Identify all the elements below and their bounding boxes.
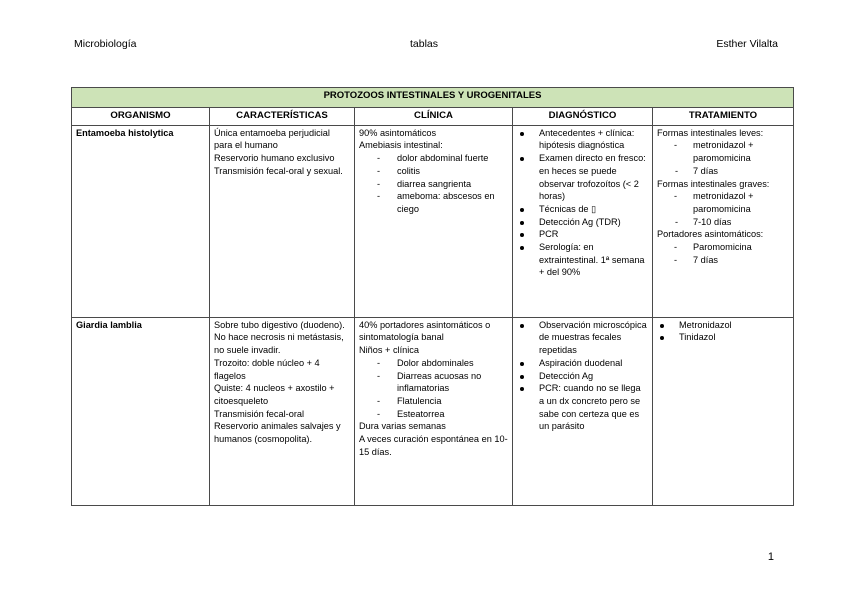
table-row — [72, 317, 794, 505]
clinic-dash-item: - ameboma: abscesos en ciego — [359, 190, 508, 215]
header-subject: Microbiología — [74, 38, 137, 50]
clinic-dash-item: - Dolor abdominales — [359, 357, 508, 370]
clinic-dash-list — [359, 152, 508, 216]
clinic-dash-item: - Diarreas acuosas no inflamatorias — [359, 370, 508, 395]
clinic-line: Niños + clínica — [359, 345, 420, 356]
clinic-line: A veces curación espontánea en 10-15 días. — [359, 434, 508, 457]
table-row — [72, 125, 794, 317]
clinic-cell — [355, 125, 513, 317]
column-header-characteristics: CARACTERÍSTICAS — [210, 108, 355, 126]
treatment-cell — [653, 317, 794, 505]
treatment-dash-item: - 7 días — [657, 165, 789, 178]
treatment-heading: Formas intestinales graves: — [657, 178, 770, 189]
diagnosis-item: Examen directo en fresco: en heces se puede observar trofozoítos (< 2 horas) — [517, 152, 648, 203]
diagnosis-item: Antecedentes + clínica: hipótesis diagnóstica — [517, 127, 648, 152]
column-header-organism: ORGANISMO — [72, 108, 210, 126]
treatment-dash-list — [657, 139, 789, 164]
treatment-dash-item: - metronidazol + paromomicina — [657, 190, 789, 215]
clinic-dash-item: - Flatulencia — [359, 395, 508, 408]
characteristic-line: Reservorio humano exclusivo — [214, 153, 335, 164]
clinic-line: Dura varias semanas — [359, 421, 446, 432]
diagnosis-item: Detección Ag — [517, 370, 648, 383]
treatment-item: Tinidazol — [657, 331, 789, 344]
diagnosis-item: Serología: en extraintestinal. 1ª semana + del 90% — [517, 241, 648, 279]
column-header-treatment: TRATAMIENTO — [653, 108, 794, 126]
characteristic-line: Única entamoeba perjudicial para el humano — [214, 127, 330, 151]
diagnosis-item: PCR — [517, 228, 648, 241]
diagnosis-cell — [513, 125, 653, 317]
page-number: 1 — [767, 551, 774, 563]
treatment-dash-list — [657, 165, 789, 178]
header-section: tablas — [410, 38, 439, 50]
organism-cell: Entamoeba histolytica — [72, 125, 210, 317]
diagnosis-item: Técnicas de ▯ — [517, 203, 648, 216]
treatment-dash-item: - metronidazol + paromomicina — [657, 139, 789, 164]
treatment-dash-list — [657, 241, 789, 266]
protozoa-table — [71, 87, 794, 506]
organism-cell: Giardia lamblia — [72, 317, 210, 505]
characteristics-cell — [210, 125, 355, 317]
column-header-clinic: CLÍNICA — [355, 108, 513, 126]
treatment-dash-item: - Paromomicina — [657, 241, 789, 254]
clinic-dash-list — [359, 357, 508, 421]
characteristic-line: Transmisión fecal-oral — [214, 408, 305, 419]
treatment-dash-item: - 7-10 días — [657, 216, 789, 229]
clinic-dash-item: - colitis — [359, 165, 508, 178]
characteristic-line: Quiste: 4 nucleos + axostilo + citoesqueleto — [214, 383, 335, 406]
clinic-dash-item: - dolor abdominal fuerte — [359, 152, 508, 165]
clinic-line: 90% asintomáticos — [359, 127, 437, 138]
treatment-dash-item: - 7 días — [657, 254, 789, 267]
diagnosis-item: Aspiración duodenal — [517, 357, 648, 370]
diagnosis-list — [517, 319, 648, 433]
table-header-row — [72, 108, 794, 126]
treatment-dash-list — [657, 190, 789, 215]
characteristic-line: Sobre tubo digestivo (duodeno). No hace necrosis ni metástasis, no suele invadir. — [214, 319, 345, 356]
clinic-dash-item: - diarrea sangrienta — [359, 178, 508, 191]
diagnosis-item: Observación microscópica de muestras fecales repetidas — [517, 319, 648, 357]
clinic-dash-item: - Esteatorrea — [359, 408, 508, 421]
table-title: PROTOZOOS INTESTINALES Y UROGENITALES — [72, 88, 794, 108]
diagnosis-item: PCR: cuando no se llega a un dx concreto pero se sabe con certeza que es un parásito — [517, 382, 648, 433]
treatment-item: Metronidazol — [657, 319, 789, 332]
treatment-dash-list — [657, 216, 789, 229]
table-title-row — [72, 88, 794, 108]
clinic-line: 40% portadores asintomáticos o sintomatología banal — [359, 319, 491, 343]
clinic-line: Amebiasis intestinal: — [359, 140, 443, 151]
diagnosis-list — [517, 127, 648, 279]
treatment-heading: Formas intestinales leves: — [657, 127, 764, 138]
diagnosis-item: Detección Ag (TDR) — [517, 216, 648, 229]
characteristic-line: Reservorio animales salvajes y humanos (cosmopolita). — [214, 421, 341, 445]
treatment-cell — [653, 125, 794, 317]
header-author: Esther Vilalta — [716, 38, 778, 50]
characteristics-cell — [210, 317, 355, 505]
treatment-list — [657, 319, 789, 344]
treatment-heading: Portadores asintomáticos: — [657, 229, 764, 240]
characteristic-line: Transmisión fecal-oral y sexual. — [214, 165, 343, 176]
diagnosis-cell — [513, 317, 653, 505]
column-header-diagnosis: DIAGNÓSTICO — [513, 108, 653, 126]
clinic-cell — [355, 317, 513, 505]
characteristic-line: Trozoito: doble núcleo + 4 flagelos — [214, 357, 320, 381]
